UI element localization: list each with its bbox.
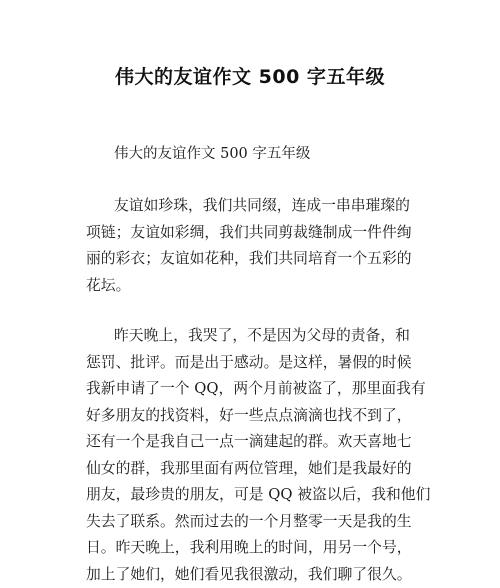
paragraph-2 <box>86 323 426 588</box>
paragraph-line: 日。昨天晚上，我利用晚上的时间，用另一个号， <box>86 535 426 562</box>
paragraph-1 <box>86 193 426 299</box>
paragraph-line: 丽的彩衣；友谊如花种，我们共同培育一个五彩的 <box>86 246 426 273</box>
paragraph-line: 惩罚、批评。而是出于感动。是这样，暑假的时候 <box>86 350 426 377</box>
paragraph-line: 花坛。 <box>86 273 426 300</box>
paragraph-line: 失去了联系。然而过去的一个月整零一天是我的生 <box>86 509 426 536</box>
paragraph-line: 昨天晚上，我哭了，不是因为父母的责备，和 <box>86 323 426 350</box>
paragraph-line: 加上了她们，她们看见我很激动，我们聊了很久。 <box>86 562 426 588</box>
paragraph-line: 友谊如珍珠，我们共同缀，连成一串串璀璨的 <box>86 193 426 220</box>
paragraph-line: 还有一个是我自己一点一滴建起的群。欢天喜地七 <box>86 429 426 456</box>
paragraph-line: 仙女的群，我那里面有两位管理，她们是我最好的 <box>86 456 426 483</box>
document-subtitle: 伟大的友谊作文 500 字五年级 <box>114 142 310 163</box>
paragraph-line: 好多朋友的找资料，好一些点点滴滴也找不到了， <box>86 403 426 430</box>
paragraph-line: 项链；友谊如彩绸，我们共同剪裁缝制成一件件绚 <box>86 220 426 247</box>
document-title: 伟大的友谊作文 500 字五年级 <box>0 62 500 89</box>
paragraph-line: 朋友，最珍贵的朋友，可是 QQ 被盗以后，我和他们 <box>86 482 426 509</box>
paragraph-line: 我新申请了一个 QQ，两个月前被盗了，那里面我有 <box>86 376 426 403</box>
